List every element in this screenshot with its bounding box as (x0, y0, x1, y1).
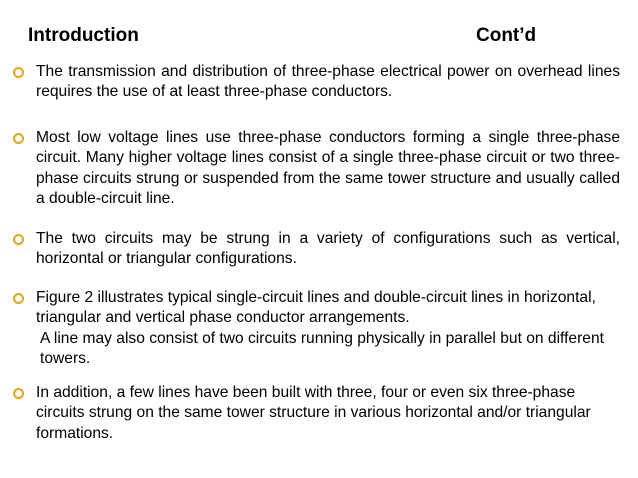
ring-bullet-icon (13, 133, 24, 144)
ring-bullet-icon (13, 67, 24, 78)
ring-bullet-icon (13, 293, 24, 304)
bullet-text: In addition, a few lines have been built with three, four or even six three-phase circuits strung on the same tower structure in various horizontal and/or triangular formations. (36, 384, 591, 442)
bullet-text-main: Figure 2 illustrates typical single-circuit lines and double-circuit lines in horizontal, triangular and vertical phase conductor arrangements. (36, 289, 596, 327)
slide-title: Introduction (28, 25, 139, 46)
slide-title-continued: Cont’d (476, 25, 537, 46)
bullet-text (36, 288, 620, 369)
ring-bullet-icon (13, 388, 24, 399)
bullet-text-continued: A line may also consist of two circuits running physically in parallel but on different towers. (40, 329, 604, 367)
ring-bullet-icon (13, 234, 24, 245)
bullet-text: Most low voltage lines use three-phase conductors forming a single three-phase circuit. Many higher voltage lines consist of a single three-phase circuit or two three-phase circuits strung or suspended from the same tower structure and usually called a double-circuit line. (36, 129, 620, 207)
bullet-text: The transmission and distribution of three-phase electrical power on overhead lines requires the use of at least three-phase conductors. (36, 63, 620, 101)
bullet-text: The two circuits may be strung in a variety of configurations such as vertical, horizontal or triangular configurations. (36, 230, 620, 268)
